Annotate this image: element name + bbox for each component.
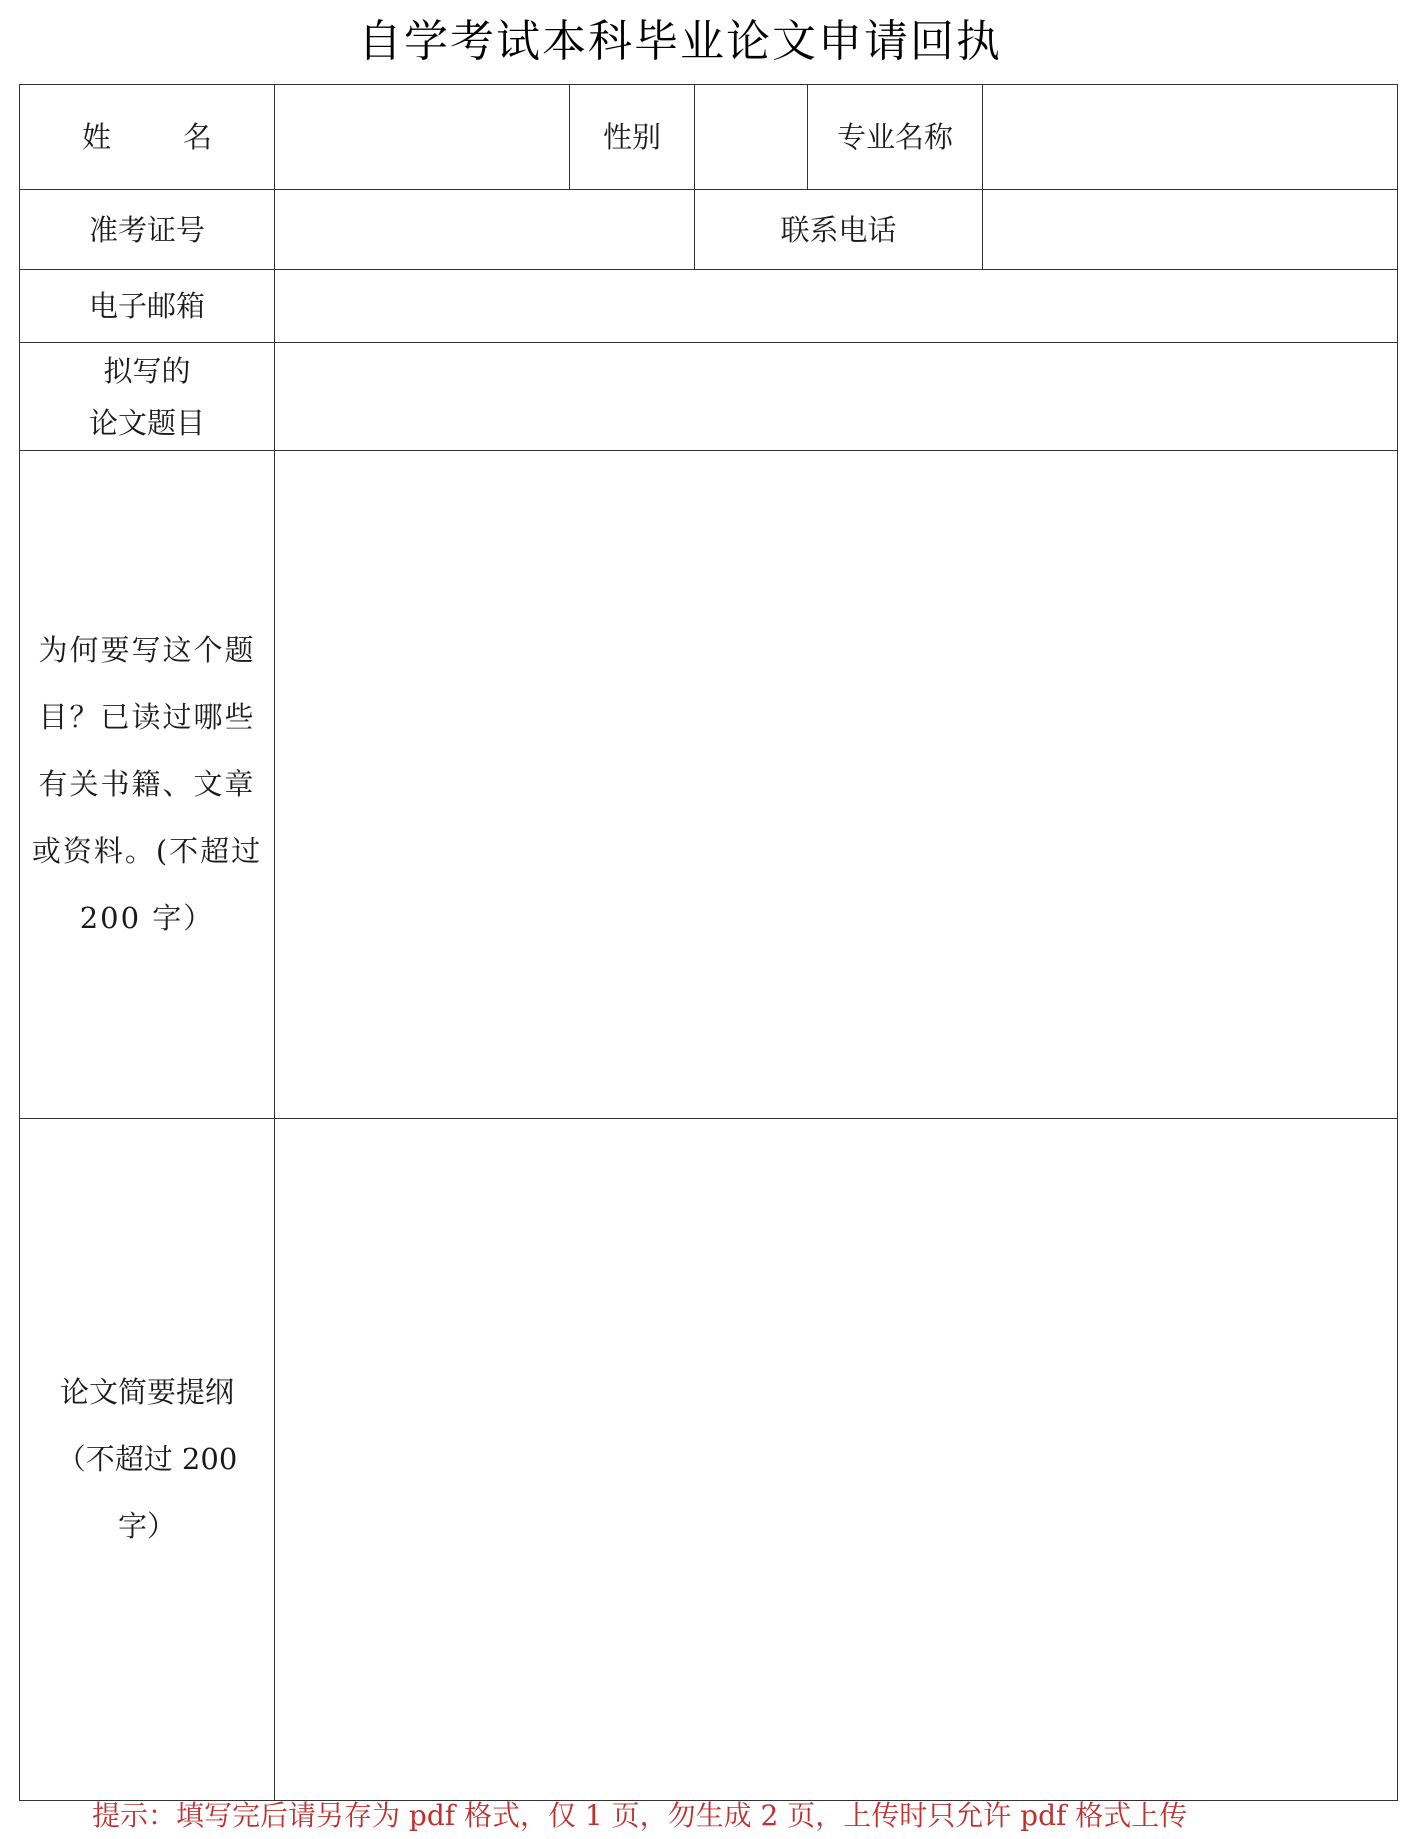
outline-field[interactable]	[275, 1119, 1398, 1801]
row-exam-id	[20, 190, 1398, 270]
row-email	[20, 270, 1398, 343]
reason-label-line: 或资料。(不超过	[31, 834, 263, 868]
gender-field[interactable]	[695, 85, 808, 190]
phone-field[interactable]	[983, 190, 1398, 270]
reason-label	[20, 451, 275, 1119]
row-name	[20, 85, 1398, 190]
topic-label-line-2: 论文题目	[88, 405, 205, 440]
major-field[interactable]	[983, 85, 1398, 190]
phone-label: 联系电话	[695, 190, 983, 270]
gender-label: 性别	[570, 85, 695, 190]
exam-id-field[interactable]	[275, 190, 695, 270]
outline-label-line: （不超过 200	[56, 1442, 238, 1476]
name-label: 姓 名	[20, 85, 275, 190]
row-topic	[20, 343, 1398, 451]
outline-label-line: 字）	[117, 1509, 176, 1543]
major-label: 专业名称	[808, 85, 983, 190]
outline-label	[20, 1119, 275, 1801]
exam-id-label: 准考证号	[20, 190, 275, 270]
reason-label-line: 200 字）	[79, 901, 215, 935]
reason-label-line: 目？已读过哪些	[38, 700, 256, 734]
outline-label-line: 论文简要提纲	[59, 1375, 234, 1409]
reason-field[interactable]	[275, 451, 1398, 1119]
email-label: 电子邮箱	[20, 270, 275, 343]
submission-hint: 提示：填写完后请另存为 pdf 格式，仅 1 页，勿生成 2 页，上传时只允许 pdf 格式上传	[92, 1799, 1188, 1832]
row-outline	[20, 1119, 1398, 1801]
form-title: 自学考试本科毕业论文申请回执	[358, 16, 1002, 67]
topic-label	[20, 343, 275, 451]
application-form-table	[19, 84, 1398, 1801]
email-field[interactable]	[275, 270, 1398, 343]
topic-label-line-1: 拟写的	[103, 353, 191, 388]
reason-label-line: 为何要写这个题	[38, 633, 256, 667]
topic-field[interactable]	[275, 343, 1398, 451]
reason-label-line: 有关书籍、文章	[38, 767, 256, 801]
name-field[interactable]	[275, 85, 570, 190]
row-reason	[20, 451, 1398, 1119]
